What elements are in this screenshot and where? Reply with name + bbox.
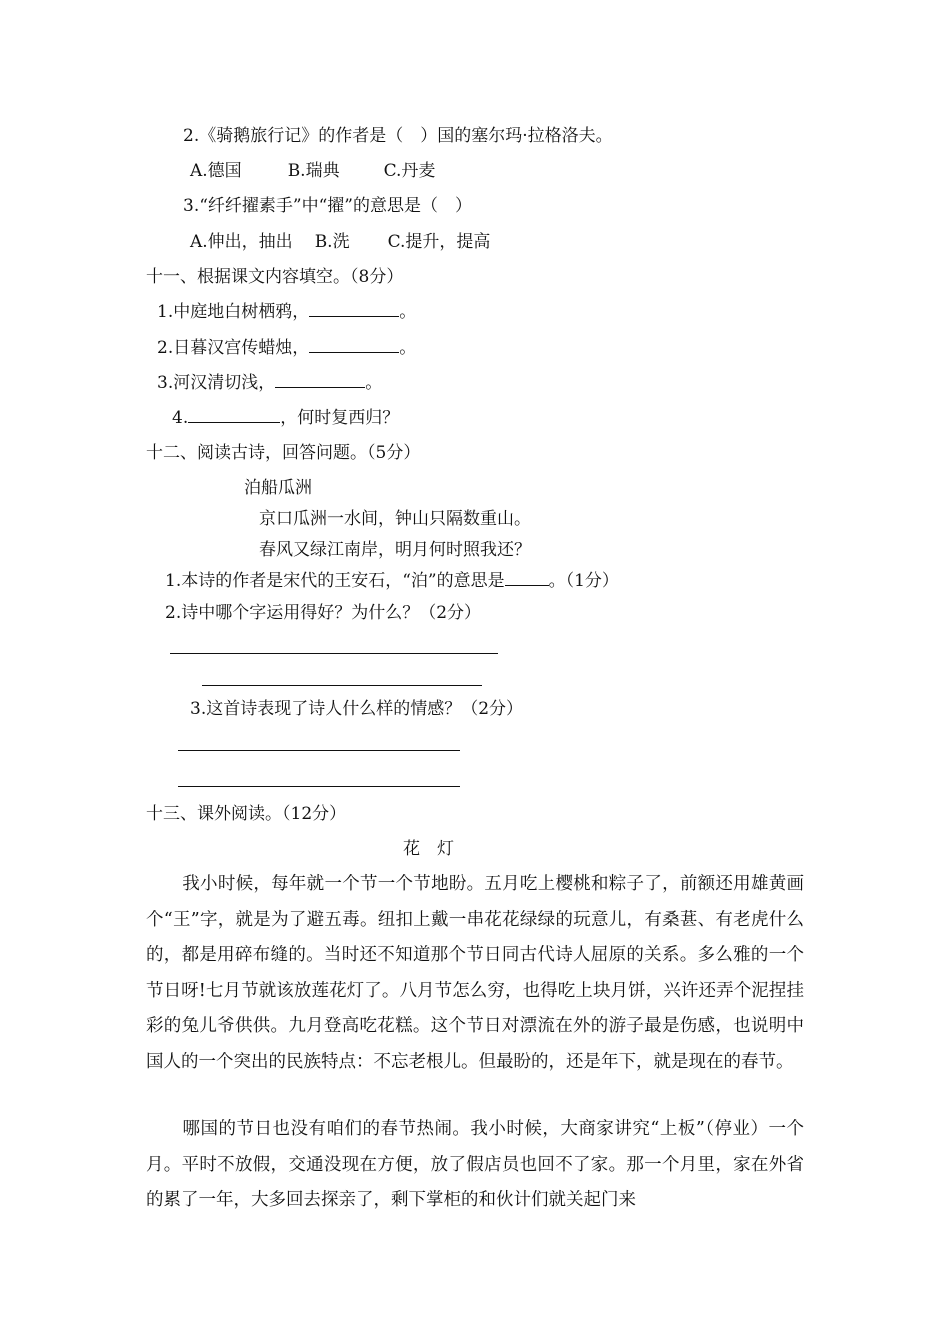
q10-item3-options — [190, 230, 490, 254]
answer-line[interactable] — [178, 750, 460, 751]
fill-blank[interactable] — [275, 371, 365, 388]
q12-question-2: 2.诗中哪个字运用得好？为什么？（2分） — [165, 603, 482, 623]
fill-blank[interactable] — [309, 300, 399, 317]
fill-blank[interactable] — [309, 336, 399, 353]
fill-blank[interactable] — [188, 406, 280, 423]
q10-item2-options — [190, 159, 435, 183]
poem-title: 泊船瓜洲 — [244, 478, 312, 498]
answer-line[interactable] — [178, 786, 460, 787]
q13-heading: 十三、课外阅读。（12分） — [146, 804, 347, 824]
answer-line[interactable] — [202, 685, 482, 686]
poem-line-2: 春风又绿江南岸，明月何时照我还？ — [259, 540, 531, 560]
q12-question-3: 3.这首诗表现了诗人什么样的情感？（2分） — [190, 699, 524, 719]
answer-line[interactable] — [170, 653, 498, 654]
q11-line1: 1.中庭地白树栖鸦， 。 — [157, 302, 417, 322]
q12-heading: 十二、阅读古诗，回答问题。（5分） — [146, 443, 421, 463]
q10-item2: 2.《骑鹅旅行记》的作者是（ ）国的塞尔玛·拉格洛夫。 — [183, 126, 613, 146]
passage-title: 花 灯 — [403, 839, 454, 859]
option-c: C.提升，提高 — [387, 232, 491, 252]
passage-paragraph-1: 我小时候，每年就一个节一个节地盼。五月吃上樱桃和粽子了，前额还用雄黄画个“王”字，就是为了避五毒。纽扣上戴一串花花绿绿的玩意儿，有桑葚、有老虎什么的，都是用碎布缝的。当时还不知道那个节日同古代诗人屈原的关系。多么雅的一个节日呀!七月节就该放莲花灯了。八月节怎么穷，也得吃上块月饼，兴许还弄个泥捏挂彩的兔儿爷供供。九月登高吃花糕。这个节日对漂流在外的游子最是伤感，也说明中国人的一个突出的民族特点：不忘老根儿。但最盼的，还是年下，就是现在的春节。 — [146, 874, 804, 1072]
q11-line4: 4. ，何时复西归？ — [172, 408, 400, 428]
option-c: C.丹麦 — [383, 161, 436, 181]
q11-heading: 十一、根据课文内容填空。（8分） — [146, 267, 404, 287]
option-a: A.德国 — [190, 161, 242, 181]
q12-question-1: 1.本诗的作者是宋代的王安石，“泊”的意思是 。（1分） — [165, 571, 619, 591]
fill-blank[interactable] — [505, 569, 549, 586]
passage-paragraph-2: 哪国的节日也没有咱们的春节热闹。我小时候，大商家讲究“上板”（停业）一个月。平时不放假，交通没现在方便，放了假店员也回不了家。那一个月里，家在外省的累了一年，大多回去探亲了，剩下掌柜的和伙计们就关起门来 — [146, 1119, 804, 1210]
q11-line2: 2.日暮汉宫传蜡烛， 。 — [157, 338, 417, 358]
option-a: A.伸出，抽出 — [190, 232, 293, 252]
poem-line-1: 京口瓜洲一水间，钟山只隔数重山。 — [259, 509, 531, 529]
option-b: B.洗 — [314, 232, 350, 252]
q10-item3: 3.“纤纤擢素手”中“擢”的意思是（ ） — [183, 196, 472, 216]
option-b: B.瑞典 — [287, 161, 340, 181]
q11-line3: 3.河汉清切浅， 。 — [157, 373, 383, 393]
